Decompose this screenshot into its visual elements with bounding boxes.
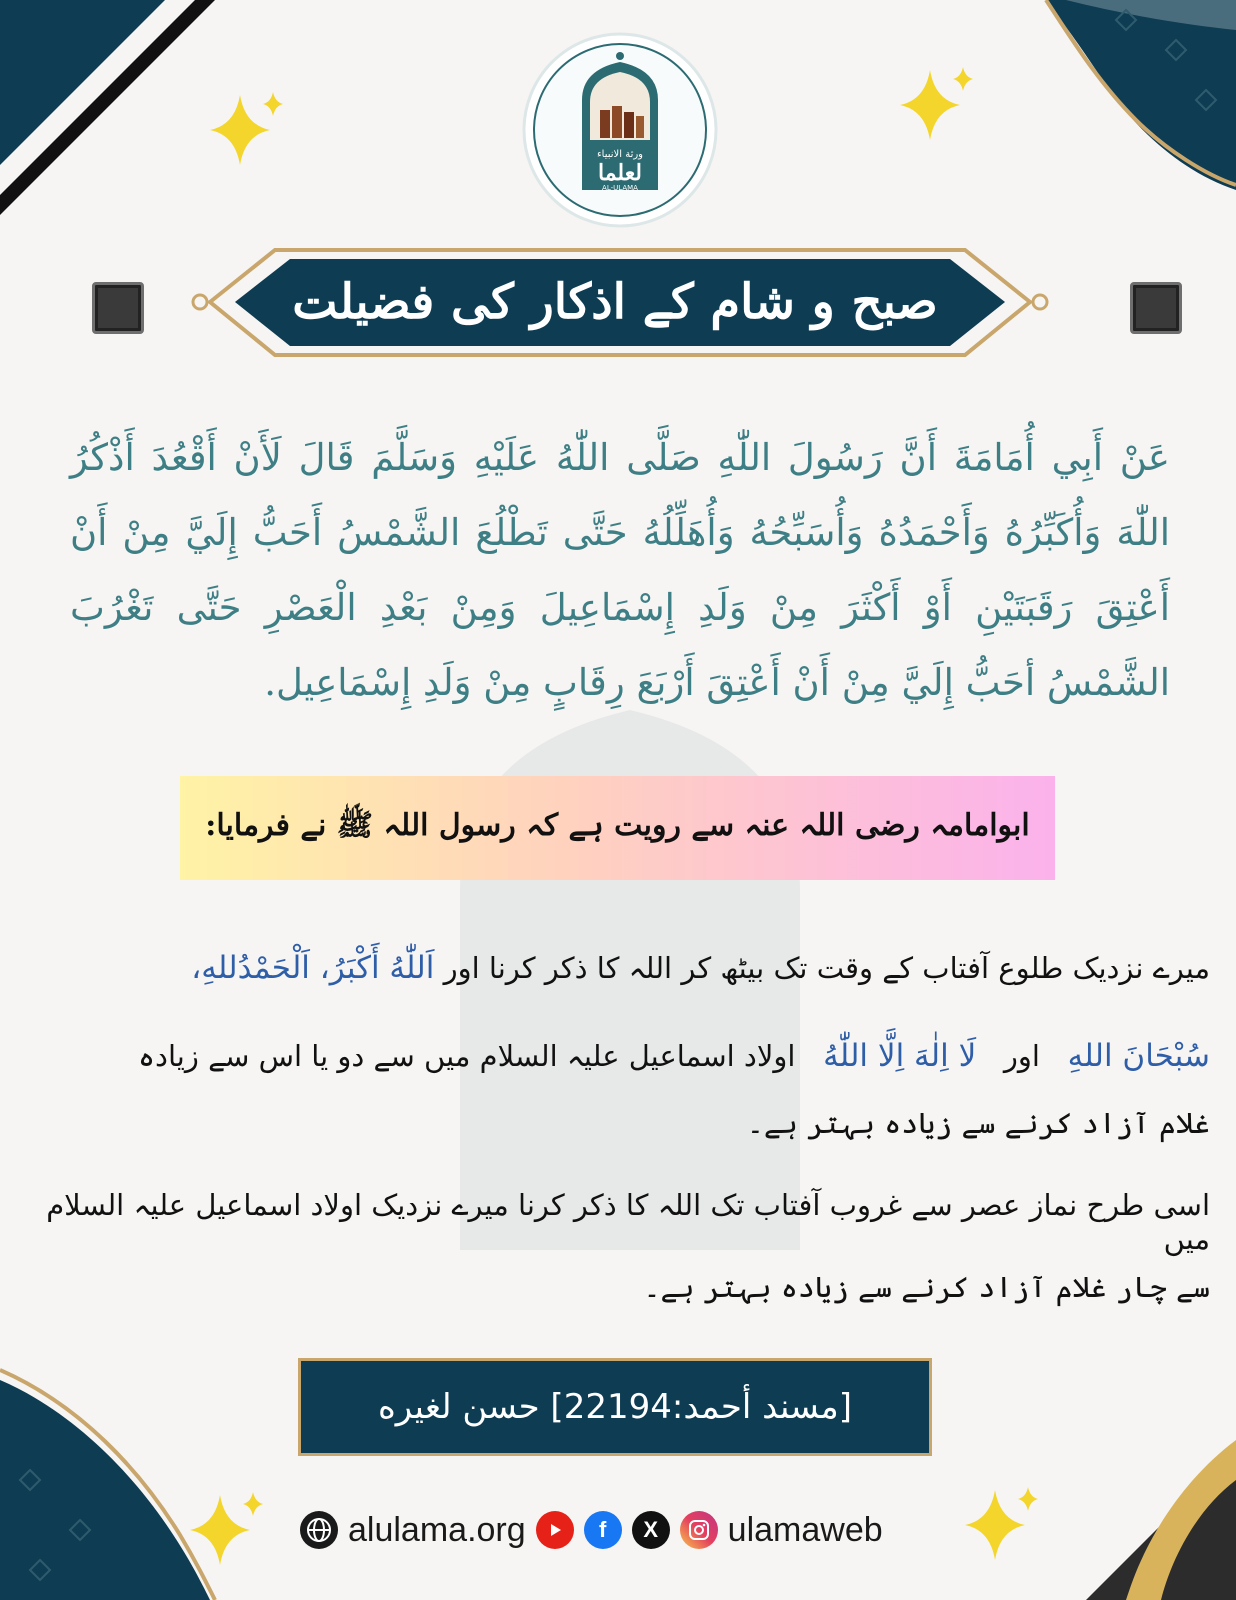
dhikr-phrase: سُبْحَانَ اللهِ <box>1067 1038 1210 1074</box>
al-ulama-logo <box>520 30 720 230</box>
decorative-square <box>92 282 144 334</box>
decorative-square <box>1130 282 1182 334</box>
corner-ribbon-top-left <box>0 0 215 215</box>
dhikr-phrase: لَا اِلٰهَ اِلَّا اللّٰهُ <box>823 1038 977 1074</box>
sparkle-icon <box>185 1490 265 1570</box>
svg-text:ورثة الانبياء: ورثة الانبياء <box>596 149 644 160</box>
sparkle-icon <box>960 1485 1040 1565</box>
footer <box>300 1505 883 1555</box>
reference-box: [مسند أحمد:22194] حسن لغيره <box>298 1358 932 1456</box>
sparkle-icon <box>205 90 285 170</box>
corner-ribbon-bottom-right <box>1076 1430 1236 1600</box>
svg-text:AL-ULAMA: AL-ULAMA <box>602 184 638 192</box>
website-link[interactable]: alulama.org <box>348 1510 526 1549</box>
translation-text: میرے نزدیک طلوع آفتاب کے وقت تک بیٹھ کر اللہ کا ذکر کرنا اور <box>443 951 1210 985</box>
page-title: صبح و شام کے اذکار کی فضیلت <box>292 274 938 330</box>
hadith-arabic-text: عَنْ أَبِي أُمَامَةَ أَنَّ رَسُولَ اللّٰهِ صَلَّى اللّٰهُ عَلَيْهِ وَسَلَّمَ قَالَ لَأَنْ أَقْعُدَ أَذْكُرُ اللّٰهَ وَأُكَبِّرُهُ وَأَحْمَدُهُ وَأُسَبِّحُهُ وَأُهَلِّلُهُ حَتَّى تَطْلُعَ الشَّمْسُ أَحَبُّ إِلَيَّ مِنْ أَنْ أَعْتِقَ رَقَبَتَيْنِ أَوْ أَكْثَرَ مِنْ وَلَدِ إِسْمَاعِيلَ وَمِنْ بَعْدِ الْعَصْرِ حَتَّى تَغْرُبَ الشَّمْسُ أحَبُّ إِلَيَّ مِنْ أَنْ أَعْتِقَ أَرْبَعَ رِقَابٍ مِنْ وَلَدِ إِسْمَاعِيل. <box>70 436 1170 704</box>
corner-pattern-top-right <box>1006 0 1236 200</box>
translation-text: اولاد اسماعیل علیہ السلام میں سے دو یا اس سے زیادہ <box>138 1039 796 1073</box>
x-icon[interactable]: X <box>632 1511 670 1549</box>
youtube-icon[interactable] <box>536 1511 574 1549</box>
translation-line <box>60 950 1210 986</box>
translation-text: اور <box>1003 1039 1040 1073</box>
globe-icon[interactable] <box>300 1511 338 1549</box>
svg-text:لعلما: لعلما <box>597 160 643 186</box>
social-handle[interactable]: ulamaweb <box>727 1510 883 1549</box>
instagram-icon[interactable] <box>680 1511 718 1549</box>
translation-line: اسی طرح نماز عصر سے غروب آفتاب تک اللہ کا ذکر کرنا میرے نزدیک اولاد اسماعیل علیہ السلام میں <box>46 1188 1210 1256</box>
dhikr-phrase: اَللّٰهُ أَكْبَرُ، اَلْحَمْدُللهِ، <box>191 950 435 986</box>
translation-line: سے چار غلام آزاد کرنے سے زیادہ بہتر ہے۔ <box>643 1270 1210 1304</box>
translation-line: غلام آزاد کرنے سے زیادہ بہتر ہے۔ <box>746 1106 1210 1140</box>
sparkle-icon <box>895 65 975 145</box>
translation-line <box>60 1038 1210 1074</box>
narration-banner: ابوامامہ رضی اللہ عنہ سے رویت ہے کہ رسول اللہ ﷺ نے فرمایا: <box>180 776 1055 880</box>
facebook-icon[interactable]: f <box>584 1511 622 1549</box>
